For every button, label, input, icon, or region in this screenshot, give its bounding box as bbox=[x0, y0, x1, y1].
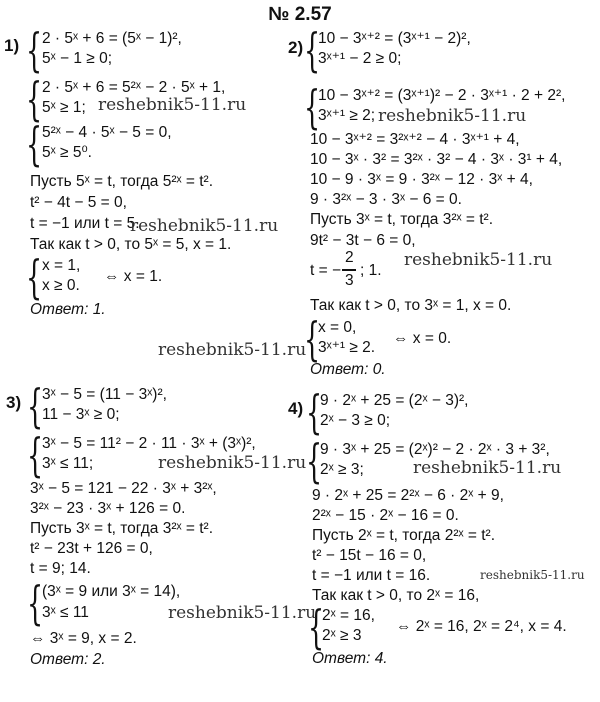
answer: Ответ: 1. bbox=[30, 301, 106, 318]
system-brace: { bbox=[26, 250, 43, 304]
equation-line: 5²ˣ − 4 · 5ˣ − 5 = 0, bbox=[42, 124, 172, 141]
equation-line: 3ˣ − 5 = 121 − 22 · 3ˣ + 3²ˣ, bbox=[30, 480, 217, 497]
watermark: reshebnik5-11.ru bbox=[404, 250, 553, 270]
equation-line: 10 − 3ˣ⁺² = (3ˣ⁺¹ − 2)², bbox=[318, 30, 471, 47]
equation-line: t = −1 или t = 16. bbox=[312, 567, 431, 584]
equation-line: 3ˣ ≤ 11 bbox=[42, 604, 89, 621]
equation-line: 5ˣ ≥ 1; bbox=[42, 99, 86, 116]
answer: Ответ: 4. bbox=[312, 650, 388, 667]
text-line: Пусть 3ˣ = t, тогда 3²ˣ = t². bbox=[30, 520, 214, 537]
equation-line: t² − 15t − 16 = 0, bbox=[312, 547, 427, 564]
equation-line: x = 1, bbox=[42, 257, 81, 274]
equation-line: x = 0, bbox=[318, 319, 357, 336]
equation-line: 2ˣ − 3 ≥ 0; bbox=[320, 412, 391, 429]
equation-line: 9 · 2ˣ + 25 = (2ˣ − 3)², bbox=[320, 392, 469, 409]
system-brace: { bbox=[306, 434, 323, 488]
equation-line: (3ˣ = 9 или 3ˣ = 14), bbox=[42, 583, 181, 600]
root-suffix: ; 1. bbox=[360, 262, 382, 279]
equation-line: 5ˣ − 1 ≥ 0; bbox=[42, 50, 113, 67]
system-brace: { bbox=[306, 385, 323, 439]
equation-line: 2ˣ ≥ 3 bbox=[322, 627, 362, 644]
watermark: reshebnik5-11.ru bbox=[378, 106, 527, 126]
equation-line: 11 − 3ˣ ≥ 0; bbox=[42, 406, 120, 423]
problem-number: 1) bbox=[4, 36, 20, 55]
equation-line: x ≥ 0. bbox=[42, 277, 80, 294]
system-brace: { bbox=[27, 428, 44, 482]
equation-line: t = 9; 14. bbox=[30, 560, 91, 577]
equation-line: 10 − 3ˣ⁺² = 3²ˣ⁺² − 4 · 3ˣ⁺¹ + 4, bbox=[310, 131, 520, 148]
equation-line: 5ˣ ≥ 5⁰. bbox=[42, 144, 92, 161]
equation-line: 2ˣ ≥ 3; bbox=[320, 461, 364, 478]
watermark: reshebnik5-11.ru bbox=[480, 568, 585, 582]
watermark: reshebnik5-11.ru bbox=[158, 453, 307, 473]
system-brace: { bbox=[26, 72, 43, 126]
answer: Ответ: 0. bbox=[310, 361, 386, 378]
system-brace: { bbox=[27, 379, 44, 433]
watermark: reshebnik5-11.ru bbox=[168, 603, 317, 623]
watermark: reshebnik5-11.ru bbox=[413, 458, 562, 478]
equation-line: 2 · 5ˣ + 6 = (5ˣ − 1)², bbox=[42, 30, 182, 47]
equation-line: t² − 23t + 126 = 0, bbox=[30, 540, 153, 557]
equation-line: 10 − 9 · 3ˣ = 9 · 3²ˣ − 12 · 3ˣ + 4, bbox=[310, 171, 533, 188]
equation-line: 2²ˣ − 15 · 2ˣ − 16 = 0. bbox=[312, 507, 459, 524]
problem-number: 2) bbox=[288, 38, 304, 57]
equation-line: t² − 4t − 5 = 0, bbox=[30, 194, 127, 211]
system-brace: { bbox=[26, 23, 43, 77]
watermark: reshebnik5-11.ru bbox=[98, 95, 247, 115]
equation-line: 9 · 3²ˣ − 3 · 3ˣ − 6 = 0. bbox=[310, 191, 462, 208]
equation-line: 3²ˣ − 23 · 3ˣ + 126 = 0. bbox=[30, 500, 186, 517]
fraction-denominator: 3 bbox=[345, 272, 354, 289]
equation-line: 3ˣ⁺¹ ≥ 2. bbox=[318, 339, 376, 356]
problem-number: 4) bbox=[288, 399, 304, 418]
system-brace: { bbox=[304, 312, 321, 366]
system-brace: { bbox=[304, 80, 321, 134]
system-brace: { bbox=[27, 576, 44, 630]
equation-line: 3ˣ⁺¹ − 2 ≥ 0; bbox=[318, 50, 402, 67]
problem-number: 3) bbox=[6, 393, 22, 412]
watermark: reshebnik5-11.ru bbox=[158, 340, 307, 360]
equation-line: 3ˣ − 5 = 11² − 2 · 11 · 3ˣ + (3ˣ)², bbox=[42, 435, 256, 452]
equivalence-result: ⇔ x = 0. bbox=[393, 330, 452, 347]
page-title: № 2.57 bbox=[268, 4, 332, 25]
equivalence-result: ⇔ 2ˣ = 16, 2ˣ = 2⁴, x = 4. bbox=[396, 618, 567, 635]
text-line: Пусть 2ˣ = t, тогда 2²ˣ = t². bbox=[312, 527, 496, 544]
system-brace: { bbox=[26, 117, 43, 171]
equation-line: 9t² − 3t − 6 = 0, bbox=[310, 232, 416, 249]
watermark: reshebnik5-11.ru bbox=[130, 216, 279, 236]
equivalence-result: ⇔ 3ˣ = 9, x = 2. bbox=[30, 630, 137, 647]
equation-line: 2 · 5ˣ + 6 = 5²ˣ − 2 · 5ˣ + 1, bbox=[42, 79, 226, 96]
equation-line: 9 · 3ˣ + 25 = (2ˣ)² − 2 · 2ˣ · 3 + 3², bbox=[320, 441, 550, 458]
text-line: Так как t > 0, то 2ˣ = 16, bbox=[312, 587, 480, 604]
equation-line: 3ˣ⁺¹ ≥ 2; bbox=[318, 107, 376, 124]
equivalence-result: ⇔ x = 1. bbox=[104, 268, 163, 285]
system-brace: { bbox=[304, 23, 321, 77]
text-line: Пусть 3ˣ = t, тогда 3²ˣ = t². bbox=[310, 211, 494, 228]
answer: Ответ: 2. bbox=[30, 651, 106, 668]
equation-line: 3ˣ ≤ 11; bbox=[42, 455, 94, 472]
text-line: Пусть 5ˣ = t, тогда 5²ˣ = t². bbox=[30, 173, 214, 190]
fraction-numerator: 2 bbox=[345, 249, 354, 266]
equation-line: 3ˣ − 5 = (11 − 3ˣ)², bbox=[42, 386, 167, 403]
system-brace: { bbox=[308, 600, 325, 654]
root-prefix: t = − bbox=[310, 262, 342, 279]
equation-line: 2ˣ = 16, bbox=[322, 607, 375, 624]
equation-line: 10 − 3ˣ⁺² = (3ˣ⁺¹)² − 2 · 3ˣ⁺¹ · 2 + 2², bbox=[318, 87, 566, 104]
equation-line: 10 − 3ˣ · 3² = 3²ˣ · 3² − 4 · 3ˣ · 3¹ + 4, bbox=[310, 151, 563, 168]
fraction-bar bbox=[342, 269, 356, 271]
equation-line: t = −1 или t = 5. bbox=[30, 215, 140, 232]
text-line: Так как t > 0, то 3ˣ = 1, x = 0. bbox=[310, 297, 512, 314]
equation-line: 9 · 2ˣ + 25 = 2²ˣ − 6 · 2ˣ + 9, bbox=[312, 487, 504, 504]
text-line: Так как t > 0, то 5ˣ = 5, x = 1. bbox=[30, 236, 232, 253]
